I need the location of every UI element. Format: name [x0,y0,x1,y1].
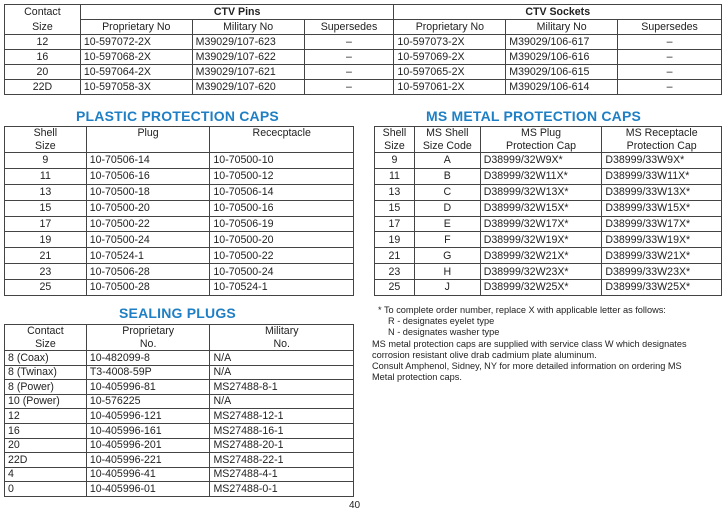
shell-size-cell: 13 [5,184,87,200]
size-code-cell: F [414,232,480,248]
contact-size-cell: 8 (Twinax) [5,365,87,380]
header-shell: Shell [375,127,415,140]
table-row [5,365,354,380]
proprietary-part-cell: 10-405996-121 [86,409,210,424]
table-row [375,184,722,200]
plug-part-cell: 10-70506-28 [86,264,210,280]
socket-military-cell: M39029/106-614 [506,80,618,95]
proprietary-part-cell: 10-405996-41 [86,467,210,482]
ms-plug-cap-cell: D38999/32W15X* [480,200,602,216]
proprietary-part-cell: 10-405996-201 [86,438,210,453]
table-row [5,35,722,50]
socket-military-cell: M39029/106-616 [506,50,618,65]
pin-supersedes-cell: – [304,80,394,95]
pin-supersedes-cell: – [304,35,394,50]
table-row [375,232,722,248]
ordering-notes [372,305,724,383]
header-size: Size [5,140,87,153]
table-row [5,467,354,482]
plug-part-cell: 10-70500-22 [86,216,210,232]
note-line: Metal protection caps. [372,372,462,383]
proprietary-part-cell: 10-405996-161 [86,423,210,438]
header-ctv-sockets: CTV Sockets [394,5,722,20]
socket-proprietary-cell: 10-597061-2X [394,80,506,95]
table-row [375,168,722,184]
ms-metal-caps-table [374,126,722,296]
socket-supersedes-cell: – [618,65,722,80]
receptacle-part-cell: 10-70500-10 [210,153,354,169]
size-code-cell: A [414,153,480,169]
contact-size-cell: 16 [5,50,81,65]
header-pin-military: Military No [192,20,304,35]
ms-receptacle-cap-cell: D38999/33W25X* [602,280,722,296]
military-part-cell: N/A [210,394,354,409]
header-ctv-pins: CTV Pins [80,5,394,20]
header-contact: Contact [5,325,87,338]
plug-part-cell: 10-70500-18 [86,184,210,200]
ms-plug-cap-cell: D38999/32W9X* [480,153,602,169]
table-row [375,280,722,296]
page-number: 40 [349,500,361,511]
header-receptacle-protection-cap: Protection Cap [602,140,722,153]
table-row [5,216,354,232]
ms-plug-cap-cell: D38999/32W23X* [480,264,602,280]
table-row [5,168,354,184]
sealing-plugs-table [4,324,354,497]
shell-size-cell: 17 [5,216,87,232]
size-code-cell: J [414,280,480,296]
pin-military-cell: M39029/107-622 [192,50,304,65]
table-row [5,280,354,296]
ms-receptacle-cap-cell: D38999/33W19X* [602,232,722,248]
contact-size-cell: 8 (Coax) [5,351,87,366]
plug-part-cell: 10-70506-16 [86,168,210,184]
pin-military-cell: M39029/107-621 [192,65,304,80]
contact-size-cell: 10 (Power) [5,394,87,409]
ms-receptacle-cap-cell: D38999/33W21X* [602,248,722,264]
contact-size-cell: 16 [5,423,87,438]
ms-plug-cap-cell: D38999/32W21X* [480,248,602,264]
header-socket-supersedes: Supersedes [618,20,722,35]
ms-receptacle-cap-cell: D38999/33W9X* [602,153,722,169]
military-part-cell: N/A [210,365,354,380]
receptacle-part-cell: 10-70524-1 [210,280,354,296]
pin-proprietary-cell: 10-597058-3X [80,80,192,95]
ms-plug-cap-cell: D38999/32W25X* [480,280,602,296]
shell-size-cell: 23 [375,264,415,280]
table-row [5,200,354,216]
socket-supersedes-cell: – [618,50,722,65]
size-code-cell: D [414,200,480,216]
header-military-no: No. [210,338,354,351]
note-line: * To complete order number, replace X with applicable letter as follows: [378,305,666,315]
table-row [375,153,722,169]
note-line: MS metal protection caps are supplied with service class W which designates [372,338,687,349]
contact-size-cell: 4 [5,467,87,482]
table-row [5,50,722,65]
proprietary-part-cell: 10-405996-01 [86,482,210,497]
header-pin-supersedes: Supersedes [304,20,394,35]
shell-size-cell: 15 [375,200,415,216]
contact-size-cell: 20 [5,65,81,80]
plastic-caps-title: PLASTIC PROTECTION CAPS [76,108,279,124]
ms-metal-caps-title: MS METAL PROTECTION CAPS [426,108,642,124]
table-row [5,65,722,80]
size-code-cell: G [414,248,480,264]
ms-plug-cap-cell: D38999/32W11X* [480,168,602,184]
table-row [5,248,354,264]
plug-part-cell: 10-70500-28 [86,280,210,296]
shell-size-cell: 21 [5,248,87,264]
table-row [375,216,722,232]
proprietary-part-cell: 10-482099-8 [86,351,210,366]
ms-receptacle-cap-cell: D38999/33W15X* [602,200,722,216]
socket-proprietary-cell: 10-597065-2X [394,65,506,80]
receptacle-part-cell: 10-70500-22 [210,248,354,264]
proprietary-part-cell: 10-405996-81 [86,380,210,395]
table-row [5,380,354,395]
proprietary-part-cell: 10-576225 [86,394,210,409]
military-part-cell: N/A [210,351,354,366]
table-row [375,248,722,264]
ms-plug-cap-cell: D38999/32W19X* [480,232,602,248]
socket-military-cell: M39029/106-615 [506,65,618,80]
receptacle-part-cell: 10-70500-24 [210,264,354,280]
contact-size-cell: 22D [5,80,81,95]
note-line: Consult Amphenol, Sidney, NY for more detailed information on ordering MS [372,361,682,372]
note-line: corrosion resistant olive drab cadmium plate aluminum. [372,349,597,360]
header-military: Military [210,325,354,338]
table-row [375,200,722,216]
header-size: Size [5,20,81,35]
plug-part-cell: 10-70524-1 [86,248,210,264]
shell-size-cell: 25 [5,280,87,296]
size-code-cell: H [414,264,480,280]
shell-size-cell: 25 [375,280,415,296]
header-ms-receptacle: MS Receptacle [602,127,722,140]
contact-size-cell: 22D [5,453,87,468]
table-row [5,482,354,497]
table-row [5,409,354,424]
table-row [5,423,354,438]
table-row [5,394,354,409]
shell-size-cell: 19 [5,232,87,248]
sealing-plugs-title: SEALING PLUGS [119,305,236,321]
shell-size-cell: 23 [5,264,87,280]
table-row [5,153,354,169]
table-row [375,264,722,280]
table-row [5,184,354,200]
pin-supersedes-cell: – [304,65,394,80]
ms-receptacle-cap-cell: D38999/33W11X* [602,168,722,184]
header-pin-proprietary: Proprietary No [80,20,192,35]
military-part-cell: MS27488-0-1 [210,482,354,497]
ctv-contacts-table [4,4,722,95]
header-ms-plug: MS Plug [480,127,602,140]
receptacle-part-cell: 10-70500-20 [210,232,354,248]
military-part-cell: MS27488-4-1 [210,467,354,482]
pin-proprietary-cell: 10-597064-2X [80,65,192,80]
plug-part-cell: 10-70500-20 [86,200,210,216]
plug-part-cell: 10-70506-14 [86,153,210,169]
header-size: Size [5,338,87,351]
contact-size-cell: 8 (Power) [5,380,87,395]
header-shell: Shell [5,127,87,140]
socket-proprietary-cell: 10-597073-2X [394,35,506,50]
header-proprietary-no: No. [86,338,210,351]
size-code-cell: B [414,168,480,184]
shell-size-cell: 13 [375,184,415,200]
shell-size-cell: 11 [375,168,415,184]
receptacle-part-cell: 10-70500-12 [210,168,354,184]
table-row [5,80,722,95]
contact-size-cell: 12 [5,409,87,424]
size-code-cell: C [414,184,480,200]
pin-supersedes-cell: – [304,50,394,65]
receptacle-part-cell: 10-70506-19 [210,216,354,232]
table-row [5,264,354,280]
contact-size-cell: 0 [5,482,87,497]
header-plug: Plug [86,127,210,153]
note-line: N - designates washer type [388,327,500,338]
pin-proprietary-cell: 10-597072-2X [80,35,192,50]
table-row [5,232,354,248]
header-proprietary: Proprietary [86,325,210,338]
military-part-cell: MS27488-16-1 [210,423,354,438]
ms-plug-cap-cell: D38999/32W13X* [480,184,602,200]
military-part-cell: MS27488-22-1 [210,453,354,468]
shell-size-cell: 15 [5,200,87,216]
shell-size-cell: 11 [5,168,87,184]
military-part-cell: MS27488-20-1 [210,438,354,453]
header-receptacle: Rececptacle [210,127,354,153]
receptacle-part-cell: 10-70500-16 [210,200,354,216]
shell-size-cell: 9 [375,153,415,169]
ms-receptacle-cap-cell: D38999/33W13X* [602,184,722,200]
military-part-cell: MS27488-8-1 [210,380,354,395]
header-ms-shell: MS Shell [414,127,480,140]
military-part-cell: MS27488-12-1 [210,409,354,424]
header-size: Size [375,140,415,153]
receptacle-part-cell: 10-70506-14 [210,184,354,200]
socket-proprietary-cell: 10-597069-2X [394,50,506,65]
shell-size-cell: 21 [375,248,415,264]
ms-receptacle-cap-cell: D38999/33W23X* [602,264,722,280]
table-row [5,351,354,366]
ms-receptacle-cap-cell: D38999/33W17X* [602,216,722,232]
contact-size-cell: 12 [5,35,81,50]
plastic-caps-table [4,126,354,296]
shell-size-cell: 17 [375,216,415,232]
pin-military-cell: M39029/107-620 [192,80,304,95]
table-row [5,453,354,468]
socket-supersedes-cell: – [618,80,722,95]
header-socket-military: Military No [506,20,618,35]
size-code-cell: E [414,216,480,232]
ms-plug-cap-cell: D38999/32W17X* [480,216,602,232]
shell-size-cell: 19 [375,232,415,248]
header-socket-proprietary: Proprietary No [394,20,506,35]
contact-size-cell: 20 [5,438,87,453]
header-size-code: Size Code [414,140,480,153]
table-row [5,438,354,453]
socket-military-cell: M39029/106-617 [506,35,618,50]
plug-part-cell: 10-70500-24 [86,232,210,248]
header-plug-protection-cap: Protection Cap [480,140,602,153]
note-line: R - designates eyelet type [388,316,495,327]
proprietary-part-cell: 10-405996-221 [86,453,210,468]
socket-supersedes-cell: – [618,35,722,50]
pin-proprietary-cell: 10-597068-2X [80,50,192,65]
header-contact: Contact [5,5,81,20]
proprietary-part-cell: T3-4008-59P [86,365,210,380]
pin-military-cell: M39029/107-623 [192,35,304,50]
shell-size-cell: 9 [5,153,87,169]
